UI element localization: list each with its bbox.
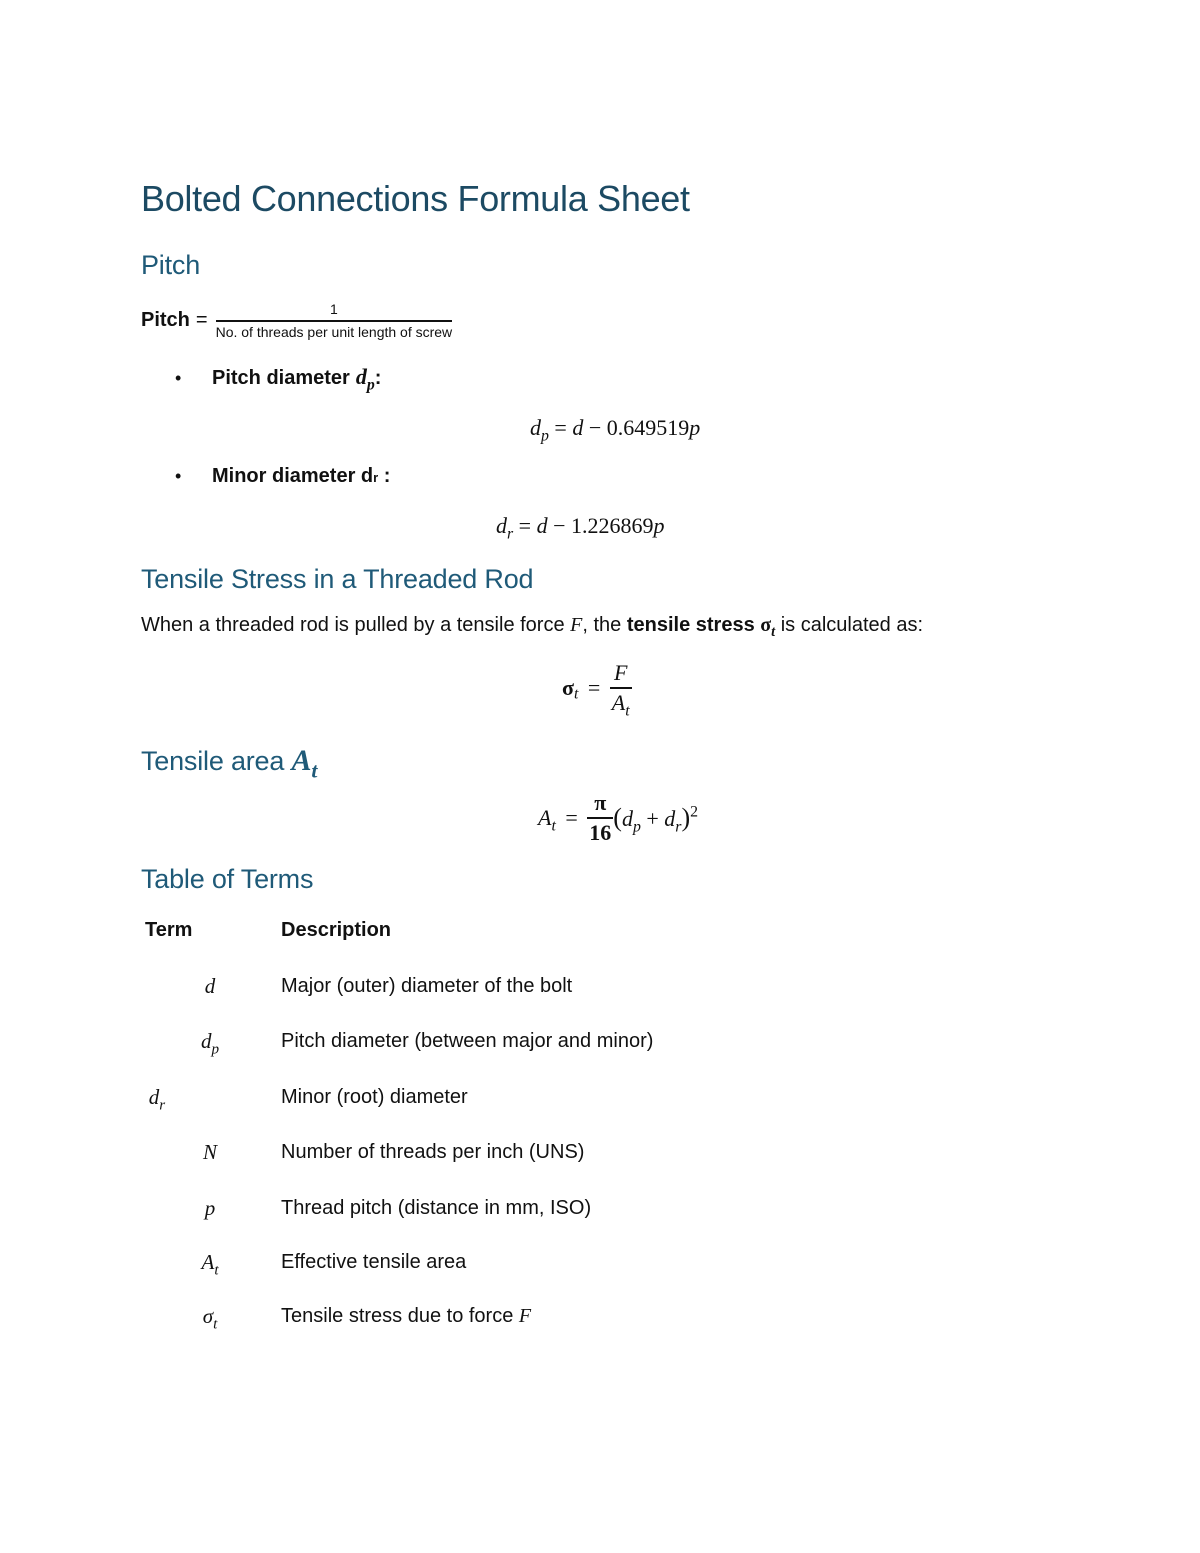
tensile-stress-paragraph	[141, 614, 924, 641]
column-header-term: Term	[145, 919, 193, 941]
pitch-numerator: 1	[329, 300, 338, 317]
table-row-description: Tensile stress due to force F	[281, 1305, 532, 1327]
pitch-definition	[141, 296, 452, 344]
equals-sign: =	[195, 308, 208, 331]
term-sigma-t: $\sigma_t$	[202, 1304, 218, 1333]
para-text: is calculated as:	[780, 614, 924, 636]
bullet-dot: •	[175, 466, 182, 486]
para-bold-text: tensile stress	[626, 614, 755, 636]
tensile-stress-equation: $\sigma_t$ = $\frac{F}{A_t}$	[562, 660, 630, 720]
bullet-label: Minor diameter d	[212, 465, 374, 487]
eq1-constant: 0.649519	[606, 415, 690, 440]
table-row-description: Thread pitch (distance in mm, ISO)	[281, 1197, 592, 1219]
bullet-minor-diameter: • Minor diameter d r :	[175, 465, 391, 487]
table-row-description: Effective tensile area	[281, 1251, 467, 1273]
stress-fraction: $\frac{F}{A_t}$	[611, 660, 630, 720]
eq2-constant: 1.226869	[571, 513, 654, 538]
term-dp: $d_p$	[200, 1029, 220, 1058]
bullet-pitch-diameter: • Pitch diameter $d_p$ :	[175, 364, 382, 394]
term-p: p	[204, 1196, 216, 1220]
table-row-description: Minor (root) diameter	[281, 1086, 468, 1108]
sigma-symbol: $\sigma_t$	[760, 614, 776, 641]
force-symbol: F	[570, 614, 583, 636]
pitch-denominator: No. of threads per unit length of screw	[216, 320, 453, 341]
section-heading-tensile-area: Tensile area $A_t$	[141, 744, 318, 783]
bullet-label: Pitch diameter	[212, 367, 350, 389]
tensile-area-symbol: $A_t$	[291, 744, 318, 783]
para-text: When a threaded rod is pulled by a tensile force	[141, 614, 565, 636]
term-at: $A_t$	[201, 1250, 219, 1279]
term-d: d	[204, 974, 216, 998]
page-title: Bolted Connections Formula Sheet	[141, 178, 690, 219]
table-row-description: Major (outer) diameter of the bolt	[281, 975, 573, 997]
column-header-description: Description	[281, 919, 392, 941]
term-dr: $d_r$	[148, 1085, 166, 1114]
area-fraction	[587, 790, 613, 846]
section-heading-terms: Table of Terms	[141, 864, 314, 894]
pitch-label: Pitch	[141, 308, 190, 331]
tensile-area-equation: $A_t$ = $\frac{\pi}{16}$ $(d_p + d_r)^2$	[538, 790, 699, 845]
minor-diameter-equation: $d_r = d - 1.226869p$	[496, 513, 665, 543]
table-row-description: Number of threads per inch (UNS)	[281, 1141, 585, 1163]
pitch-diameter-symbol: $d_p$	[355, 364, 375, 394]
denominator-16: 16	[587, 817, 613, 846]
pitch-fraction	[216, 300, 453, 341]
para-text: , the	[582, 614, 622, 636]
force-symbol: F	[518, 1305, 532, 1327]
table-row-description: Pitch diameter (between major and minor)	[281, 1030, 654, 1052]
section-heading-tensile-stress: Tensile Stress in a Threaded Rod	[141, 564, 534, 594]
bullet-dot: •	[175, 368, 182, 388]
pi-symbol: π	[594, 790, 607, 815]
term-n: N	[202, 1140, 217, 1164]
exponent: 2	[690, 803, 699, 821]
pitch-diameter-equation: $d_p = d - 0.649519p$	[530, 415, 701, 445]
section-heading-pitch: Pitch	[141, 250, 201, 280]
